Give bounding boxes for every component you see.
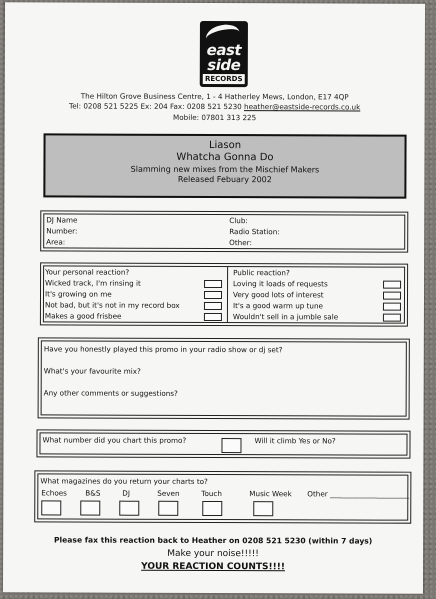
magazine-label: B&S [85,488,101,498]
make-your-noise: Make your noise!!!!! [167,548,259,560]
personal-reaction-heading: Your personal reaction? [45,267,130,277]
personal-option: Wicked track, I'm rinsing it [45,278,141,288]
question-favourite-mix[interactable]: What's your favourite mix? [43,366,141,376]
personal-checkbox[interactable] [204,291,222,299]
personal-option: Not bad, but it's not in my record box [44,300,180,310]
reactions-divider [227,266,228,323]
personal-checkbox[interactable] [204,302,222,310]
chart-number-box[interactable] [221,438,241,453]
magazine-label: Seven [157,488,180,498]
magazine-label: Echoes [41,488,67,498]
address-line: The Hilton Grove Business Centre, 1 - 4 Hatherley Mews, London, E17 4QP [80,91,349,102]
track-title: Whatcha Gonna Do [176,151,274,164]
public-checkbox[interactable] [383,314,401,322]
logo-text-records: RECORDS [203,74,245,84]
magazine-checkbox-bs[interactable] [80,501,100,516]
magazine-checkbox-echoes[interactable] [41,500,61,515]
release-title-box [43,133,406,198]
chart-climb-question: Will it climb Yes or No? [254,436,336,446]
mobile-line: Mobile: 07801 313 225 [173,112,257,123]
public-option: Wouldn't sell in a jumble sale [232,312,339,322]
phone-fax: Tel: 0208 521 5225 Ex: 204 Fax: 0208 521 5230 [69,101,242,112]
release-date: Released Febuary 2002 [177,174,272,185]
question-comments[interactable]: Any other comments or suggestions? [43,388,178,398]
release-blurb: Slamming new mixes from the Mischief Makers [130,164,320,175]
magazine-checkbox-seven[interactable] [158,501,178,516]
magazine-label: Touch [201,488,222,499]
artist-name: Liason [208,139,242,152]
public-checkbox[interactable] [383,303,401,311]
public-option: Very good lots of interest [232,290,324,300]
magazine-checkbox-music-week[interactable] [253,501,273,516]
personal-option: Makes a good frisbee [44,311,122,321]
logo-text-east: east [206,40,242,60]
club-field[interactable]: Club: [229,216,248,226]
contact-line [5,101,425,111]
dj-name-field[interactable]: DJ Name [46,215,78,225]
public-option: It's a good warm up tune [232,301,323,311]
dj-details-box [40,210,408,252]
magazine-label: DJ [122,488,130,498]
personal-checkbox[interactable] [204,280,222,288]
magazine-other[interactable]: Other ______________________ [307,489,410,499]
reaction-counts: YOUR REACTION COUNTS!!!! [141,561,285,573]
magazine-checkbox-touch[interactable] [202,501,222,516]
reaction-sheet [3,2,425,593]
magazines-heading: What magazines do you return your charts to? [40,476,208,486]
other-field[interactable]: Other: [229,238,252,248]
magazines-box [34,470,411,523]
questions-box [38,337,410,419]
magazine-label: Music Week [249,489,292,499]
chart-number-question: What number did you chart this promo? [42,435,187,445]
magazine-checkbox-dj[interactable] [119,501,139,516]
public-checkbox[interactable] [383,281,401,289]
public-checkbox[interactable] [383,292,401,300]
public-reaction-heading: Public reaction? [233,268,290,278]
number-field[interactable]: Number: [46,226,78,236]
eastside-records-logo [200,21,248,87]
reactions-box [40,262,408,326]
personal-option: It's growing on me [44,289,112,299]
logo-text-side: side [207,55,241,75]
chart-position-box [36,429,410,458]
email-link[interactable]: heather@eastside-records.co.uk [244,102,361,112]
public-option: Loving it loads of requests [233,279,328,289]
radio-station-field[interactable]: Radio Station: [229,227,280,237]
question-played[interactable]: Have you honestly played this promo in your radio show or dj set? [43,344,283,355]
area-field[interactable]: Area: [46,237,66,247]
personal-checkbox[interactable] [204,313,222,321]
fax-instruction: Please fax this reaction back to Heather on 0208 521 5230 (within 7 days) [53,535,373,546]
